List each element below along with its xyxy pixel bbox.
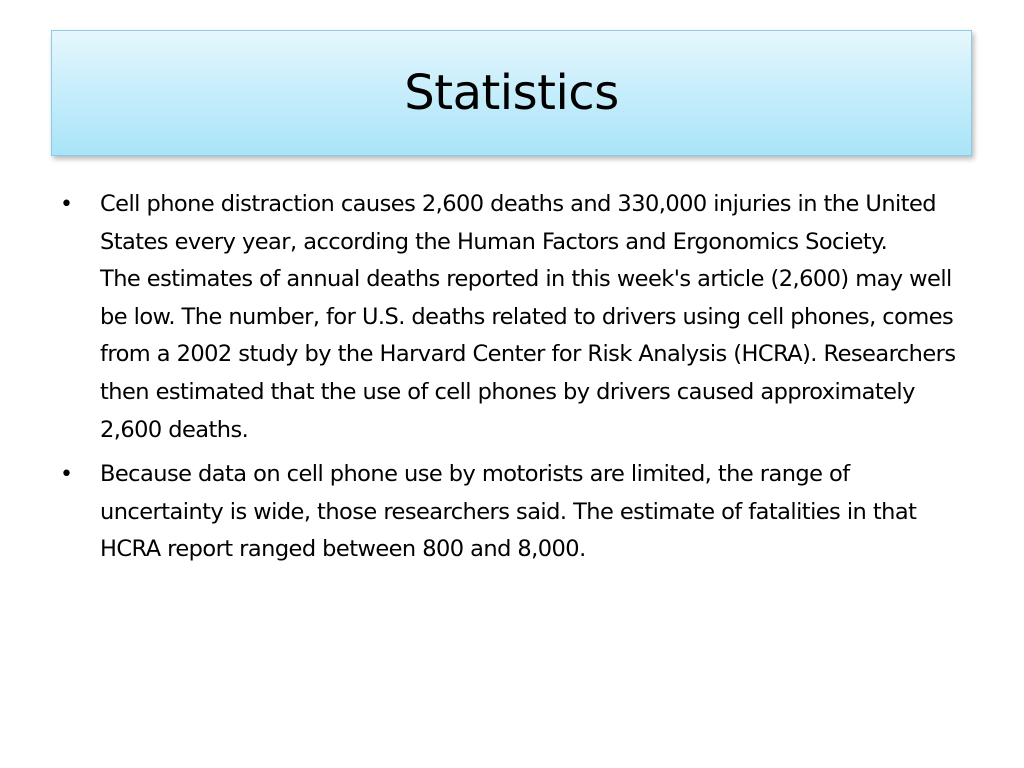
bullet-paragraph: The estimates of annual deaths reported in this week's article (2,600) may well be low. The number, for U.S. deaths related to drivers using cell phones, comes from a 2002 study by the Harvard Center for Risk Analysis (HCRA). Researchers then estimated that the use of cell phones by drivers caused approximately 2,600 deaths. [100, 266, 956, 443]
bullet-item [60, 186, 960, 449]
bullet-paragraph: Because data on cell phone use by motorists are limited, the range of uncertainty is wide, those researchers said. The estimate of fatalities in that HCRA report ranged between 800 and 8,000. [100, 461, 917, 563]
bullet-dot-icon: • [60, 192, 73, 217]
title-banner [51, 30, 972, 156]
bullet-text [100, 456, 960, 569]
bullet-text [100, 186, 960, 449]
bullet-dot-icon: • [60, 462, 73, 488]
bullet-list [60, 186, 960, 576]
slide-title: Statistics [404, 65, 619, 121]
bullet-paragraph: Cell phone distraction causes 2,600 deaths and 330,000 injuries in the United States every year, according the Human Factors and Ergonomics Society. [100, 191, 937, 255]
bullet-item [60, 456, 960, 569]
